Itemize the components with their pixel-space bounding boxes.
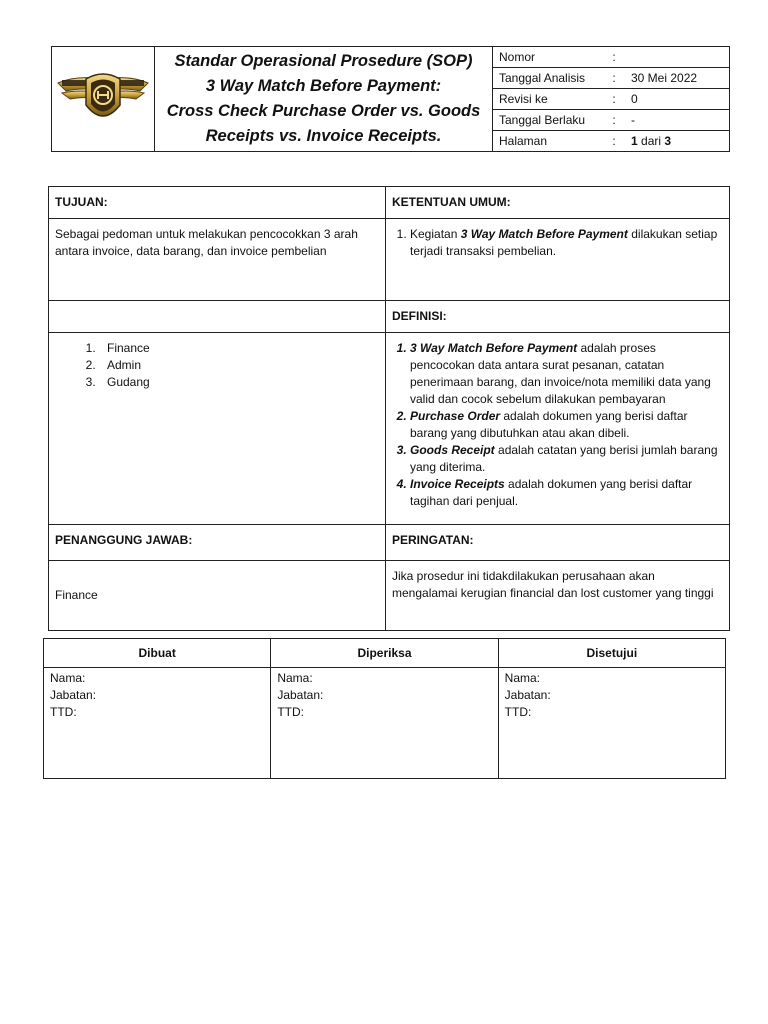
ruang-lingkup-body bbox=[49, 333, 386, 525]
list-item: 3. Gudang bbox=[99, 374, 379, 391]
list-item: 1. Kegiatan 3 Way Match Before Payment dilakukan setiap terjadi transaksi pembelian. bbox=[410, 226, 723, 260]
tujuan-text: Sebagai pedoman untuk melakukan pencocokkan 3 arah antara invoice, data barang, dan invoice pembelian bbox=[49, 219, 386, 301]
list-item: 2. Admin bbox=[99, 357, 379, 374]
nama-label: Nama: bbox=[277, 671, 313, 685]
peringatan-label: PERINGATAN: bbox=[386, 525, 730, 561]
meta-row-halaman bbox=[493, 131, 729, 152]
signature-box-diperiksa bbox=[271, 668, 498, 779]
meta-value: 30 Mei 2022 bbox=[625, 68, 729, 89]
ketentuan-list bbox=[392, 226, 723, 260]
sop-title bbox=[155, 47, 493, 152]
penanggung-label: PENANGGUNG JAWAB: bbox=[49, 525, 386, 561]
logo-cell bbox=[52, 47, 155, 152]
ketentuan-body bbox=[386, 219, 730, 301]
list-item: 1. Finance bbox=[99, 340, 379, 357]
nama-label: Nama: bbox=[504, 671, 540, 685]
meta-key: Nomor bbox=[493, 47, 603, 68]
sop-main-table bbox=[48, 186, 730, 631]
ttd-label: TTD: bbox=[504, 705, 532, 719]
signature-header-disetujui: Disetujui bbox=[498, 639, 725, 668]
meta-sep: : bbox=[603, 89, 625, 110]
signature-box-disetujui bbox=[498, 668, 725, 779]
ketentuan-label: KETENTUAN UMUM: bbox=[386, 187, 730, 219]
title-line-4: Receipts vs. Invoice Receipts. bbox=[205, 127, 442, 145]
title-line-2: 3 Way Match Before Payment: bbox=[205, 77, 442, 95]
ruang-lingkup-list bbox=[55, 340, 379, 391]
meta-key: Revisi ke bbox=[493, 89, 603, 110]
meta-key: Tanggal Analisis bbox=[493, 68, 603, 89]
signature-header-diperiksa: Diperiksa bbox=[271, 639, 498, 668]
meta-table bbox=[493, 47, 729, 151]
penanggung-value: Finance bbox=[49, 561, 386, 631]
meta-key: Tanggal Berlaku bbox=[493, 110, 603, 131]
title-line-3: Cross Check Purchase Order vs. Goods bbox=[166, 102, 481, 120]
signature-table bbox=[43, 638, 726, 779]
meta-sep: : bbox=[603, 47, 625, 68]
ttd-label: TTD: bbox=[50, 705, 77, 719]
nama-label: Nama: bbox=[50, 671, 86, 685]
jabatan-label: Jabatan: bbox=[504, 688, 551, 702]
meta-sep: : bbox=[603, 110, 625, 131]
signature-header-dibuat: Dibuat bbox=[44, 639, 271, 668]
page-mid: dari bbox=[641, 134, 662, 148]
page-current: 1 bbox=[631, 134, 638, 148]
sop-header bbox=[51, 46, 730, 152]
meta-row-tanggal-berlaku bbox=[493, 110, 729, 131]
meta-row-nomor bbox=[493, 47, 729, 68]
meta-sep: : bbox=[603, 68, 625, 89]
title-line-1: Standar Operasional Prosedure (SOP) bbox=[174, 52, 473, 70]
definisi-label: DEFINISI: bbox=[386, 301, 730, 333]
tujuan-label: TUJUAN: bbox=[49, 187, 386, 219]
jabatan-label: Jabatan: bbox=[277, 688, 324, 702]
meta-row-revisi bbox=[493, 89, 729, 110]
company-emblem-icon bbox=[56, 61, 150, 133]
list-item: 2. Purchase Order adalah dokumen yang berisi daftar barang yang dibutuhkan atau akan dibeli. bbox=[410, 408, 723, 442]
meta-value bbox=[625, 47, 729, 68]
meta-value: 0 bbox=[625, 89, 729, 110]
list-item: 3. Goods Receipt adalah catatan yang berisi jumlah barang yang diterima. bbox=[410, 442, 723, 476]
meta-cell bbox=[493, 47, 730, 152]
page-total: 3 bbox=[664, 134, 672, 148]
meta-value: - bbox=[625, 110, 729, 131]
meta-row-tanggal-analisis bbox=[493, 68, 729, 89]
signature-box-dibuat bbox=[44, 668, 271, 779]
ttd-label: TTD: bbox=[277, 705, 304, 719]
peringatan-text: Jika prosedur ini tidakdilakukan perusahaan akan mengalamai kerugian financial dan lost customer yang tinggi bbox=[386, 561, 730, 631]
meta-value bbox=[625, 131, 729, 152]
list-item: 1. 3 Way Match Before Payment adalah proses pencocokan data antara surat pesanan, catatan penerimaan barang, dan invoice/nota memiliki data yang valid dan cocok sebelum dilakukan pembayaran bbox=[410, 340, 723, 408]
jabatan-label: Jabatan: bbox=[50, 688, 97, 702]
meta-key: Halaman bbox=[499, 134, 548, 148]
ruang-lingkup-label bbox=[49, 301, 386, 333]
meta-sep: : bbox=[612, 134, 616, 148]
definisi-body bbox=[386, 333, 730, 525]
list-item: 4. Invoice Receipts adalah dokumen yang berisi daftar tagihan dari penjual. bbox=[410, 476, 723, 510]
definisi-list bbox=[392, 340, 723, 510]
